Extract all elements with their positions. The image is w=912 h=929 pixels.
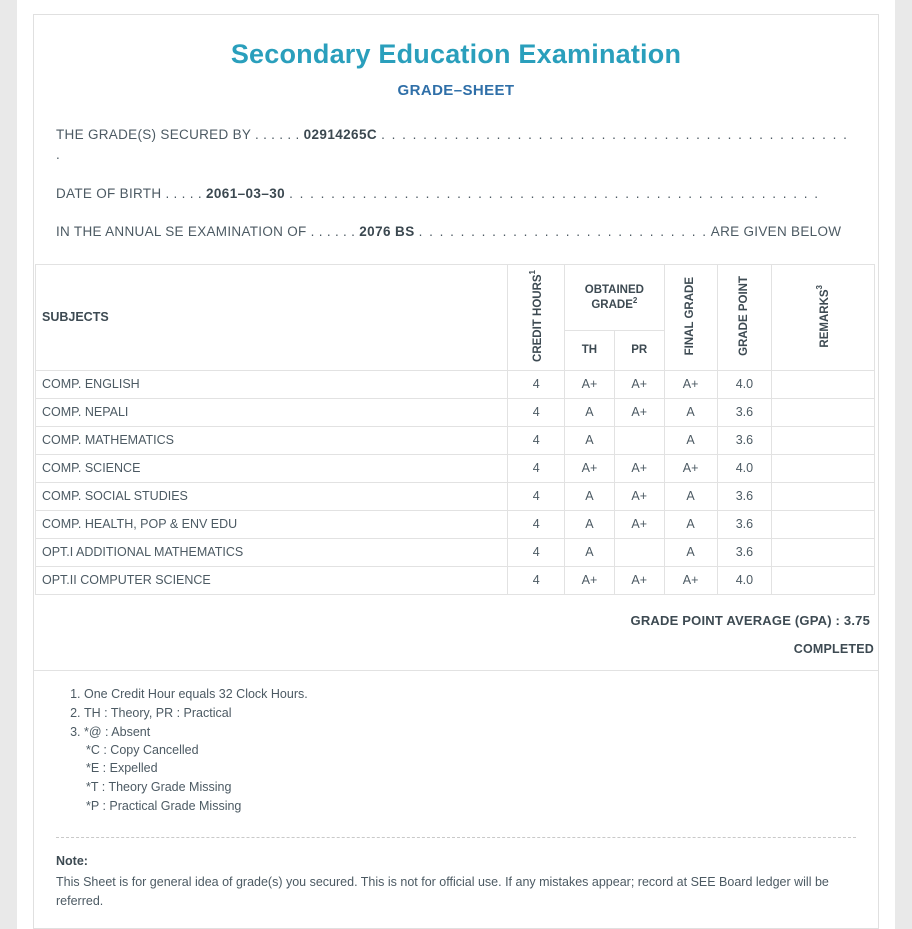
- row-gp: 4.0: [717, 454, 772, 482]
- row-credit: 4: [508, 482, 565, 510]
- row-pr: A+: [614, 510, 664, 538]
- row-remarks: [772, 370, 875, 398]
- dob-label: DATE OF BIRTH . . . . .: [56, 185, 202, 201]
- footnote-3: [84, 723, 856, 817]
- page-title: Secondary Education Examination: [230, 39, 682, 69]
- disclaimer-note: [34, 838, 878, 928]
- exam-tail: ARE GIVEN BELOW: [710, 223, 842, 239]
- col-obtained-grade-sup: 2: [632, 296, 638, 306]
- row-pr: A+: [614, 398, 664, 426]
- row-subject: COMP. ENGLISH: [36, 370, 508, 398]
- table-row: [36, 398, 875, 426]
- exam-year-value: 2076 BS: [359, 223, 415, 239]
- row-credit: 4: [508, 566, 565, 594]
- table-row: [36, 566, 875, 594]
- row-subject: COMP. MATHEMATICS: [36, 426, 508, 454]
- footnote-3-sub-3: *T : Theory Grade Missing: [86, 780, 232, 795]
- exam-label: IN THE ANNUAL SE EXAMINATION OF . . . . . .: [56, 223, 356, 239]
- col-credit-hours: [508, 265, 565, 371]
- row-subject: COMP. NEPALI: [36, 398, 508, 426]
- secured-by-line: [56, 115, 856, 174]
- col-credit-hours-sup: 1: [527, 270, 537, 275]
- grades-table-body: [36, 370, 875, 594]
- col-practical: PR: [614, 330, 664, 370]
- row-credit: 4: [508, 454, 565, 482]
- row-th: A: [565, 538, 615, 566]
- footnote-3-sub-1: *C : Copy Cancelled: [86, 742, 199, 757]
- row-gp: 3.6: [717, 538, 772, 566]
- row-credit: 4: [508, 398, 565, 426]
- footnote-1: 1. One Credit Hour equals 32 Clock Hours.: [84, 685, 856, 704]
- row-pr: A+: [614, 482, 664, 510]
- row-remarks: [772, 566, 875, 594]
- exam-year-line: [56, 212, 856, 250]
- page-container: [17, 0, 895, 929]
- gpa-value: GRADE POINT AVERAGE (GPA) : 3.75: [630, 612, 870, 628]
- row-final: A+: [664, 566, 717, 594]
- footnote-3-sub-4: *P : Practical Grade Missing: [86, 799, 242, 814]
- row-pr: A+: [614, 454, 664, 482]
- row-th: A+: [565, 370, 615, 398]
- row-subject: COMP. SCIENCE: [36, 454, 508, 482]
- row-final: A+: [664, 370, 717, 398]
- row-subject: OPT.II COMPUTER SCIENCE: [36, 566, 508, 594]
- row-gp: 3.6: [717, 482, 772, 510]
- row-credit: 4: [508, 510, 565, 538]
- header-row-1: [36, 265, 875, 331]
- row-th: A: [565, 426, 615, 454]
- row-gp: 4.0: [717, 566, 772, 594]
- table-row: [36, 538, 875, 566]
- secured-by-dots: . . . . . . . . . . . . . . . . . . . . . . . . . . . . . . . . . . . . . . . . . . . . . .: [56, 127, 849, 163]
- dob-dots: . . . . . . . . . . . . . . . . . . . . . . . . . . . . . . . . . . . . . . . . . . . . . . . . . . .: [289, 185, 820, 201]
- row-gp: 3.6: [717, 510, 772, 538]
- row-pr: A+: [614, 370, 664, 398]
- footnote-3-label: *@ : Absent: [84, 724, 151, 739]
- col-remarks-sup: 3: [814, 284, 824, 290]
- row-credit: 4: [508, 426, 565, 454]
- col-remarks: [772, 265, 875, 371]
- row-remarks: [772, 426, 875, 454]
- col-grade-point: [717, 265, 772, 371]
- grades-table-head: [36, 265, 875, 371]
- secured-by-label: THE GRADE(S) SECURED BY . . . . . .: [56, 127, 300, 142]
- page-subtitle: GRADE–SHEET: [397, 82, 515, 99]
- row-th: A: [565, 482, 615, 510]
- row-credit: 4: [508, 538, 565, 566]
- col-credit-hours-label: CREDIT HOURS: [531, 274, 544, 362]
- row-gp: 4.0: [717, 370, 772, 398]
- footnotes-list: [56, 685, 856, 817]
- col-subjects: SUBJECTS: [36, 265, 508, 371]
- row-th: A+: [565, 566, 615, 594]
- dob-value: 2061–03–30: [205, 185, 286, 201]
- row-final: A: [664, 398, 717, 426]
- table-row: [36, 370, 875, 398]
- table-row: [36, 426, 875, 454]
- row-th: A+: [565, 454, 615, 482]
- row-gp: 3.6: [717, 398, 772, 426]
- footnotes: [34, 670, 878, 831]
- row-final: A: [664, 510, 717, 538]
- col-obtained-grade-label: OBTAINED GRADE: [584, 284, 644, 311]
- table-row: [36, 510, 875, 538]
- row-th: A: [565, 510, 615, 538]
- grades-table: [35, 264, 875, 595]
- footnote-3-sublist: [84, 741, 856, 817]
- col-remarks-label: REMARKS: [818, 289, 831, 348]
- row-final: A: [664, 482, 717, 510]
- row-subject: COMP. SOCIAL STUDIES: [36, 482, 508, 510]
- table-row: [36, 454, 875, 482]
- row-remarks: [772, 398, 875, 426]
- row-final: A: [664, 538, 717, 566]
- row-credit: 4: [508, 370, 565, 398]
- dob-line: [56, 174, 856, 212]
- exam-dots: . . . . . . . . . . . . . . . . . . . . . . . . . . . .: [418, 223, 708, 239]
- row-th: A: [565, 398, 615, 426]
- row-subject: COMP. HEALTH, POP & ENV EDU: [36, 510, 508, 538]
- note-title: Note:: [56, 854, 88, 869]
- col-obtained-grade: [565, 265, 665, 331]
- footnote-2: 2. TH : Theory, PR : Practical: [84, 704, 856, 723]
- footnote-3-sub-2: *E : Expelled: [86, 761, 158, 776]
- status-badge: COMPLETED: [793, 641, 874, 656]
- col-final-grade: [664, 265, 717, 371]
- row-remarks: [772, 454, 875, 482]
- row-gp: 3.6: [717, 426, 772, 454]
- grades-table-wrapper: [34, 264, 878, 595]
- row-final: A+: [664, 454, 717, 482]
- grade-sheet: [33, 14, 879, 929]
- row-remarks: [772, 510, 875, 538]
- row-final: A: [664, 426, 717, 454]
- table-row: [36, 482, 875, 510]
- col-final-grade-label: FINAL GRADE: [683, 276, 696, 356]
- row-remarks: [772, 538, 875, 566]
- note-text: This Sheet is for general idea of grade(s) you secured. This is not for official use. If any mistakes appear; record at SEE Board ledger will be referred.: [56, 874, 829, 908]
- col-theory: TH: [565, 330, 615, 370]
- row-pr: A+: [614, 566, 664, 594]
- row-subject: OPT.I ADDITIONAL MATHEMATICS: [36, 538, 508, 566]
- candidate-info: [34, 99, 878, 250]
- row-pr: [614, 538, 664, 566]
- symbol-number-value: 02914265C: [303, 127, 378, 142]
- row-pr: [614, 426, 664, 454]
- col-grade-point-label: GRADE POINT: [737, 276, 750, 356]
- row-remarks: [772, 482, 875, 510]
